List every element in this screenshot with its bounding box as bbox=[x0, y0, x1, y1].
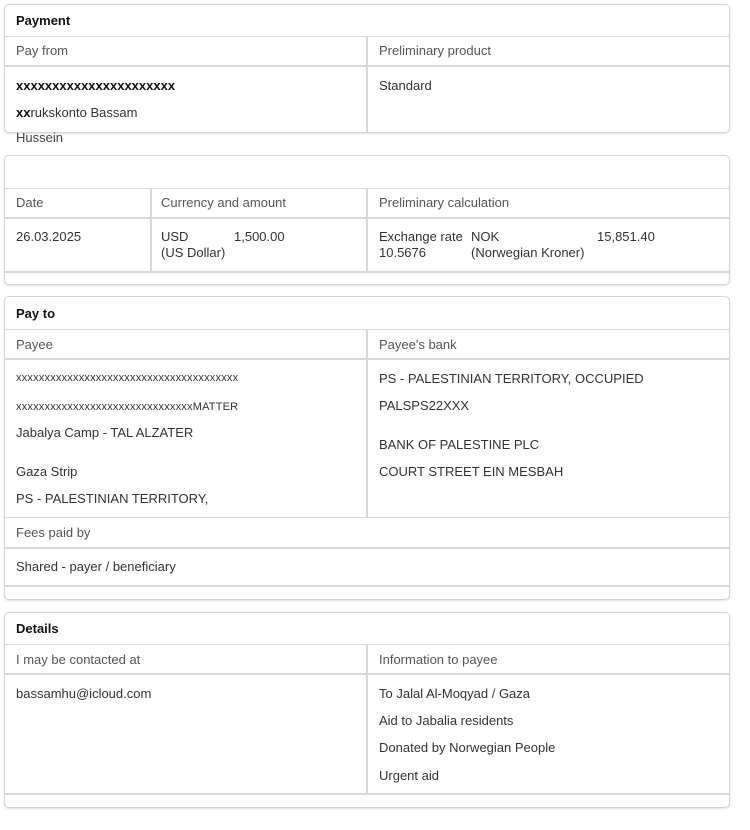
payee-label: Payee bbox=[16, 337, 53, 352]
payment-title: Payment bbox=[16, 13, 71, 28]
preliminary-product-label: Preliminary product bbox=[379, 43, 491, 58]
pay-from-account-name-overflow: Hussein bbox=[16, 130, 63, 145]
info-line-1: To Jalal Al-Moqyad / Gaza bbox=[379, 686, 531, 701]
amount-value: 1,500.00 bbox=[234, 229, 285, 244]
date-value: 26.03.2025 bbox=[16, 229, 82, 244]
fees-paid-by-label: Fees paid by bbox=[16, 525, 91, 540]
calculation-panel bbox=[4, 155, 730, 285]
currency-code: USD bbox=[161, 229, 189, 244]
payment-panel bbox=[4, 4, 730, 133]
pay-from-label: Pay from bbox=[16, 43, 69, 58]
pay-from-account-number: xxxxxxxxxxxxxxxxxxxxxx bbox=[16, 78, 176, 93]
pay-from-account-name bbox=[16, 105, 137, 120]
info-line-3: Donated by Norwegian People bbox=[379, 740, 556, 755]
details-panel bbox=[4, 612, 730, 808]
details-title: Details bbox=[16, 621, 59, 636]
exchange-rate-value: 10.5676 bbox=[379, 245, 426, 260]
pay-to-panel bbox=[4, 296, 730, 600]
info-line-4: Urgent aid bbox=[379, 768, 439, 783]
currency-amount-label: Currency and amount bbox=[161, 195, 287, 210]
fees-paid-by-value: Shared - payer / beneficiary bbox=[16, 559, 176, 574]
contact-email: bassamhu@icloud.com bbox=[16, 686, 152, 701]
account-prefix: xx bbox=[16, 105, 31, 120]
bank-bic: PALSPS22XXX bbox=[379, 398, 470, 413]
payee-region: Gaza Strip bbox=[16, 464, 78, 479]
target-currency: NOK bbox=[471, 229, 500, 244]
bank-country: PS - PALESTINIAN TERRITORY, OCCUPIED bbox=[379, 371, 644, 386]
exchange-rate-label: Exchange rate bbox=[379, 229, 463, 244]
date-label: Date bbox=[16, 195, 44, 210]
information-to-payee-label: Information to payee bbox=[379, 652, 498, 667]
payee-name-line2: xxxxxxxxxxxxxxxxxxxxxxxxxxxxxxxMATTER bbox=[16, 401, 239, 413]
bank-name: BANK OF PALESTINE PLC bbox=[379, 437, 540, 452]
pay-to-title: Pay to bbox=[16, 306, 56, 321]
payees-bank-label: Payee's bank bbox=[379, 337, 457, 352]
payee-address-line: Jabalya Camp - TAL ALZATER bbox=[16, 425, 194, 440]
target-amount: 15,851.40 bbox=[597, 229, 655, 244]
preliminary-calculation-label: Preliminary calculation bbox=[379, 195, 510, 210]
preliminary-product-value: Standard bbox=[379, 78, 432, 93]
payee-country: PS - PALESTINIAN TERRITORY, bbox=[16, 491, 209, 506]
info-line-2: Aid to Jabalia residents bbox=[379, 713, 514, 728]
bank-address: COURT STREET EIN MESBAH bbox=[379, 464, 564, 479]
contact-label: I may be contacted at bbox=[16, 652, 141, 667]
payee-name-line1: xxxxxxxxxxxxxxxxxxxxxxxxxxxxxxxxxxxxxxx bbox=[16, 372, 239, 384]
target-currency-name: (Norwegian Kroner) bbox=[471, 245, 585, 260]
account-name: rukskonto Bassam bbox=[30, 105, 138, 120]
currency-name: (US Dollar) bbox=[161, 245, 226, 260]
